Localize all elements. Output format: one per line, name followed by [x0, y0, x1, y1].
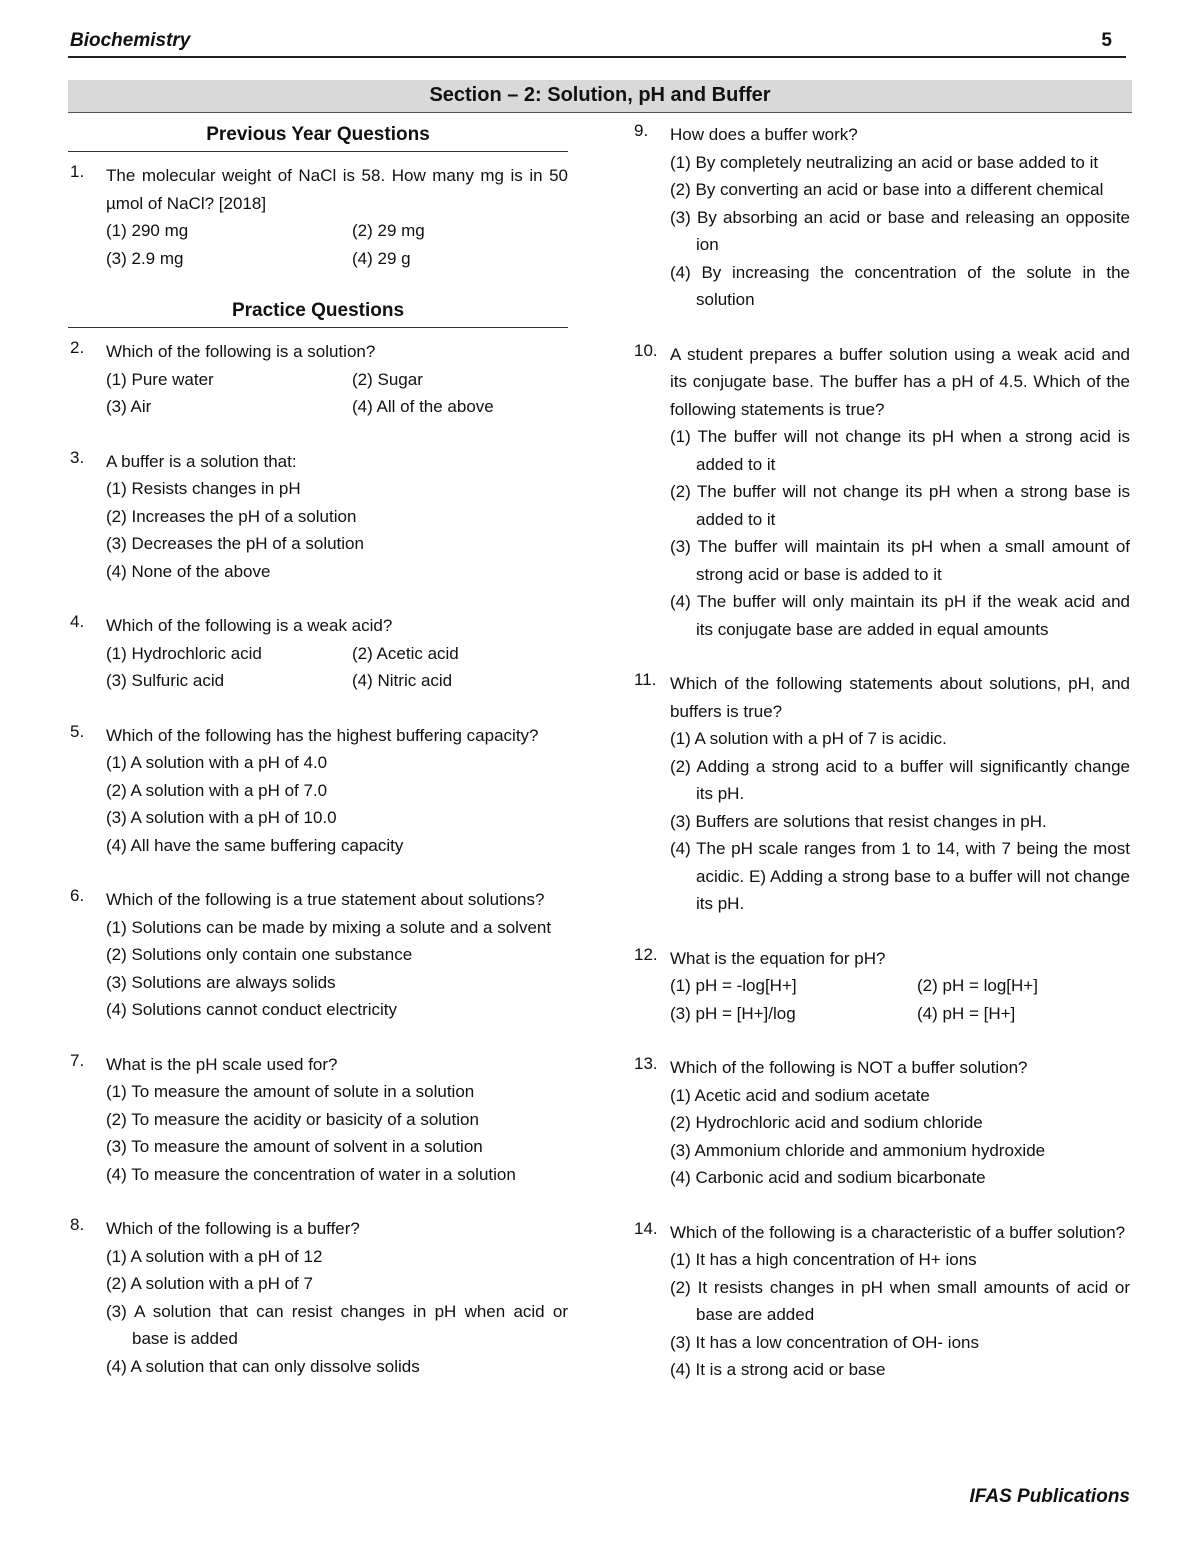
question-4 — [68, 612, 568, 695]
option: (2) Hydrochloric acid and sodium chloride — [670, 1113, 983, 1132]
practice-list — [68, 338, 568, 1380]
question-text: How does a buffer work? — [670, 125, 858, 144]
option: (2) The buffer will not change its pH when a strong base is added to it — [670, 482, 1130, 529]
publisher-footer: IFAS Publications — [969, 1486, 1130, 1507]
previous-year-list — [68, 162, 568, 272]
question-10 — [632, 341, 1130, 644]
page-header — [68, 30, 1126, 58]
option: (3) Decreases the pH of a solution — [106, 534, 364, 553]
question-number: 8. — [70, 1215, 85, 1234]
option: (4) None of the above — [106, 561, 271, 581]
option: (2) Increases the pH of a solution — [106, 506, 357, 526]
question-number: 12. — [634, 944, 658, 964]
question-text: Which of the following has the highest buffering capacity? — [106, 725, 539, 745]
question-number: 3. — [70, 447, 85, 467]
question-number: 4. — [70, 612, 85, 631]
option: (1) A solution with a pH of 12 — [106, 1246, 323, 1266]
question-9 — [632, 121, 1130, 314]
option: (1) Resists changes in pH — [106, 479, 301, 498]
option: (1) 290 mg — [106, 221, 189, 240]
options — [106, 640, 568, 695]
question-number: 10. — [634, 340, 658, 360]
question-number: 14. — [634, 1218, 658, 1238]
options — [670, 725, 1130, 918]
options — [106, 1243, 568, 1381]
question-text: Which of the following is NOT a buffer solution? — [670, 1058, 1028, 1077]
question-number: 11. — [634, 670, 657, 689]
question-8 — [68, 1215, 568, 1380]
question-6 — [68, 886, 568, 1024]
option: (4) By increasing the concentration of the solute in the solution — [670, 262, 1130, 309]
option: (2) Acetic acid — [352, 643, 459, 663]
question-text: A student prepares a buffer solution using a weak acid and its conjugate base. The buffer has a pH of 4.5. Which of the following statements is true? — [670, 344, 1130, 419]
question-text: Which of the following is a characteristic of a buffer solution? — [670, 1222, 1126, 1242]
option: (3) By absorbing an acid or base and releasing an opposite ion — [670, 207, 1130, 254]
question-3 — [68, 448, 568, 586]
option: (2) A solution with a pH of 7 — [106, 1274, 313, 1293]
option: (4) All of the above — [352, 397, 494, 416]
options — [670, 972, 1130, 1027]
left-column — [68, 118, 568, 1398]
options — [106, 914, 568, 1024]
option: (3) Air — [106, 397, 152, 416]
options — [106, 749, 568, 859]
question-text: Which of the following is a weak acid? — [106, 616, 393, 635]
option: (4) A solution that can only dissolve solids — [106, 1356, 420, 1376]
options — [670, 1246, 1130, 1384]
option: (3) To measure the amount of solvent in a solution — [106, 1137, 483, 1156]
option: (4) Nitric acid — [352, 671, 453, 690]
question-text: The molecular weight of NaCl is 58. How many mg is in 50 µmol of NaCl? [2018] — [106, 166, 568, 213]
option: (4) pH = [H+] — [917, 1003, 1016, 1023]
options — [106, 217, 568, 272]
option: (2) 29 mg — [352, 221, 425, 240]
option: (3) pH = [H+]/log — [670, 1003, 796, 1023]
question-number: 7. — [70, 1050, 85, 1070]
question-number: 9. — [634, 121, 649, 140]
question-7 — [68, 1051, 568, 1189]
page-number: 5 — [1101, 30, 1112, 51]
question-number: 1. — [70, 162, 85, 181]
options — [106, 1078, 568, 1188]
option: (4) It is a strong acid or base — [670, 1360, 886, 1379]
option: (3) 2.9 mg — [106, 248, 184, 268]
option: (4) The pH scale ranges from 1 to 14, with 7 being the most acidic. E) Adding a strong base to a buffer will not change its pH. — [670, 839, 1130, 913]
question-text: Which of the following is a true statement about solutions? — [106, 890, 545, 909]
question-12 — [632, 945, 1130, 1028]
option: (3) A solution with a pH of 10.0 — [106, 808, 337, 827]
question-text: A buffer is a solution that: — [106, 451, 297, 471]
options — [670, 423, 1130, 643]
options — [670, 1082, 1130, 1192]
question-text: Which of the following is a solution? — [106, 342, 376, 361]
option: (2) To measure the acidity or basicity of a solution — [106, 1109, 479, 1129]
question-text: Which of the following is a buffer? — [106, 1219, 360, 1238]
option: (3) A solution that can resist changes in pH when acid or base is added — [106, 1301, 568, 1348]
option: (1) Acetic acid and sodium acetate — [670, 1085, 930, 1105]
subject-title: Biochemistry — [70, 30, 191, 51]
option: (2) Adding a strong acid to a buffer will significantly change its pH. — [670, 756, 1130, 803]
practice-heading: Practice Questions — [68, 294, 568, 328]
option: (4) The buffer will only maintain its pH if the weak acid and its conjugate base are added in equal amounts — [670, 592, 1130, 639]
option: (3) Ammonium chloride and ammonium hydroxide — [670, 1140, 1046, 1160]
question-number: 6. — [70, 886, 85, 905]
question-number: 2. — [70, 338, 85, 357]
question-text: What is the pH scale used for? — [106, 1054, 338, 1074]
question-13 — [632, 1054, 1130, 1192]
option: (1) The buffer will not change its pH when a strong acid is added to it — [670, 427, 1130, 474]
option: (1) A solution with a pH of 7 is acidic. — [670, 729, 947, 748]
option: (1) It has a high concentration of H+ ions — [670, 1250, 977, 1269]
question-number: 5. — [70, 721, 85, 741]
option: (3) Sulfuric acid — [106, 671, 225, 690]
option: (1) Hydrochloric acid — [106, 643, 262, 663]
question-14 — [632, 1219, 1130, 1384]
option: (4) To measure the concentration of water in a solution — [106, 1164, 516, 1184]
option: (4) Solutions cannot conduct electricity — [106, 1000, 398, 1019]
option: (1) Pure water — [106, 369, 214, 389]
option: (3) The buffer will maintain its pH when a small amount of strong acid or base is added to it — [670, 537, 1130, 584]
right-column — [632, 121, 1130, 1402]
section-title: Section – 2: Solution, pH and Buffer — [68, 80, 1132, 113]
question-number: 13. — [634, 1054, 658, 1073]
option: (4) All have the same buffering capacity — [106, 835, 404, 855]
question-text: Which of the following statements about solutions, pH, and buffers is true? — [670, 674, 1130, 721]
option: (1) pH = -log[H+] — [670, 976, 797, 995]
option: (4) Carbonic acid and sodium bicarbonate — [670, 1168, 986, 1187]
question-text: What is the equation for pH? — [670, 948, 886, 968]
option: (2) By converting an acid or base into a different chemical — [670, 180, 1104, 199]
question-1 — [68, 162, 568, 272]
options — [670, 149, 1130, 314]
option: (2) Sugar — [352, 369, 423, 389]
option: (1) A solution with a pH of 4.0 — [106, 753, 328, 772]
option: (1) By completely neutralizing an acid or base added to it — [670, 152, 1099, 172]
option: (1) To measure the amount of solute in a solution — [106, 1082, 475, 1101]
option: (2) It resists changes in pH when small amounts of acid or base are added — [670, 1277, 1130, 1324]
option: (4) 29 g — [352, 248, 411, 268]
option: (2) Solutions only contain one substance — [106, 945, 413, 964]
option: (3) Buffers are solutions that resist changes in pH. — [670, 811, 1047, 831]
question-11 — [632, 670, 1130, 918]
option: (3) It has a low concentration of OH- ions — [670, 1332, 979, 1352]
question-5 — [68, 722, 568, 860]
options — [106, 475, 568, 585]
option: (1) Solutions can be made by mixing a solute and a solvent — [106, 917, 552, 937]
options — [106, 366, 568, 421]
question-2 — [68, 338, 568, 421]
option: (2) A solution with a pH of 7.0 — [106, 780, 328, 800]
option: (3) Solutions are always solids — [106, 972, 336, 992]
option: (2) pH = log[H+] — [917, 976, 1038, 995]
previous-year-heading: Previous Year Questions — [68, 118, 568, 152]
